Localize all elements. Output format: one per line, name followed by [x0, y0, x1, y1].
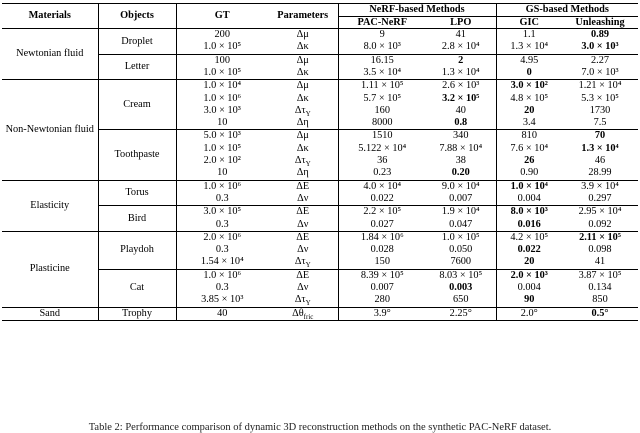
- value: 3.4: [522, 117, 536, 129]
- value: 1.0 × 10⁵: [203, 41, 242, 53]
- value: $\Delta\tau_Y$: [294, 256, 311, 270]
- value: 0.022: [370, 192, 394, 204]
- object-cell: Torus: [98, 180, 176, 206]
- material-cell: Sand: [2, 307, 98, 320]
- value: Δν: [297, 282, 309, 293]
- value: 1.3 × 10⁴: [510, 41, 549, 53]
- value: 1.1: [522, 29, 536, 41]
- value: 8.39 × 10⁵: [360, 269, 404, 281]
- value: Δν: [297, 192, 309, 204]
- material-cell: Elasticity: [2, 180, 98, 231]
- value: ΔE: [296, 269, 310, 281]
- value: 1.0 × 10⁵: [203, 142, 242, 154]
- header-nerf-group: NeRF-based Methods: [338, 4, 496, 17]
- table-row: [2, 80, 638, 130]
- unleashing-cell: [562, 80, 638, 130]
- value: 40: [217, 307, 228, 319]
- value: 1.0 × 10⁴: [203, 80, 242, 92]
- value: 200: [214, 29, 230, 41]
- value: 1.3 × 10⁴: [581, 142, 619, 154]
- value: Δμ: [296, 130, 309, 142]
- value: 7600: [450, 256, 472, 268]
- value: $\Delta\tau_Y$: [294, 294, 311, 308]
- value: 46: [594, 155, 606, 167]
- value: 38: [455, 155, 466, 167]
- value: Δμ: [296, 80, 309, 92]
- value: 0.092: [588, 218, 612, 230]
- object-cell: Bird: [98, 206, 176, 232]
- gic-cell: [496, 307, 562, 320]
- value: Δκ: [296, 66, 309, 78]
- parameter-cell: [268, 54, 338, 80]
- value: 3.5 × 10⁴: [363, 66, 402, 78]
- value: 16.15: [370, 54, 394, 66]
- value: ΔE: [296, 180, 310, 192]
- value: 0.90: [520, 167, 539, 179]
- value: 4.95: [520, 54, 539, 66]
- value: 2.0 × 10³: [510, 269, 548, 281]
- value: ΔE: [296, 206, 310, 218]
- value: Δκ: [296, 41, 309, 53]
- value: 0.3: [215, 192, 229, 204]
- value: 0.20: [451, 167, 470, 179]
- table-caption: Table 2: Performance comparison of dynamic 3D reconstruction methods on the synthetic PAC-NeRF dataset.: [88, 422, 552, 433]
- header-unleashing: Unleashing: [575, 16, 625, 28]
- header-gt: GT: [176, 4, 268, 29]
- value: 2.0°: [520, 307, 538, 319]
- value: 2.25°: [449, 307, 472, 319]
- value: Δη: [296, 117, 309, 129]
- value: 0.098: [588, 244, 612, 256]
- parameter-cell: [268, 80, 338, 130]
- gic-cell: [496, 130, 562, 180]
- lpo-cell: [426, 54, 496, 80]
- value: 7.88 × 10⁴: [439, 142, 483, 154]
- value: 3.0 × 10³: [203, 104, 241, 116]
- value: 0.5°: [591, 307, 609, 319]
- lpo-cell: [426, 269, 496, 307]
- value: 3.85 × 10³: [201, 294, 244, 306]
- value: 0.022: [517, 244, 541, 256]
- pac-nerf-cell: [338, 307, 426, 320]
- gt-cell: [176, 54, 268, 80]
- lpo-cell: [426, 231, 496, 269]
- value: 28.99: [588, 167, 612, 179]
- object-cell: Playdoh: [98, 231, 176, 269]
- gt-cell: [176, 231, 268, 269]
- header-materials: Materials: [28, 10, 71, 22]
- parameter-cell: [268, 269, 338, 307]
- value: 3.0 × 10³: [581, 41, 619, 53]
- value: 650: [453, 294, 469, 306]
- lpo-cell: [426, 29, 496, 55]
- table-row: [2, 307, 638, 320]
- value: Δκ: [296, 92, 309, 104]
- value: 1.21 × 10⁴: [578, 80, 622, 92]
- gic-cell: [496, 180, 562, 206]
- value: 40: [455, 104, 466, 116]
- parameter-cell: [268, 206, 338, 232]
- pac-nerf-cell: [338, 231, 426, 269]
- material-cell: Plasticine: [2, 231, 98, 307]
- object-cell: Toothpaste: [98, 130, 176, 180]
- table-row: [2, 130, 638, 180]
- object-cell: Cream: [98, 80, 176, 130]
- value: 90: [524, 294, 535, 306]
- value: 0.027: [370, 218, 394, 230]
- value: 4.2 × 10⁵: [510, 231, 549, 243]
- table-row: [2, 206, 638, 232]
- value: 10: [217, 167, 228, 179]
- gt-cell: [176, 29, 268, 55]
- gt-cell: [176, 206, 268, 232]
- table-row: [2, 231, 638, 269]
- value: 1730: [589, 104, 611, 116]
- value: 0.3: [215, 244, 229, 256]
- value: $\Delta\tau_Y$: [294, 155, 311, 169]
- value: 3.87 × 10⁵: [578, 269, 622, 281]
- gic-cell: [496, 80, 562, 130]
- value: 0.028: [370, 244, 394, 256]
- value: 1.0 × 10⁶: [203, 269, 242, 281]
- value: 3.0 × 10²: [510, 80, 548, 92]
- table-row: [2, 180, 638, 206]
- value: 0.007: [370, 282, 394, 293]
- unleashing-cell: [562, 130, 638, 180]
- value: 1510: [371, 130, 393, 142]
- pac-nerf-cell: [338, 206, 426, 232]
- value: ΔE: [296, 231, 310, 243]
- unleashing-cell: [562, 269, 638, 307]
- lpo-cell: [426, 206, 496, 232]
- material-cell: Non-Newtonian fluid: [2, 80, 98, 180]
- table-row: [2, 29, 638, 55]
- object-cell: Cat: [98, 269, 176, 307]
- table-body: [2, 29, 638, 321]
- parameter-cell: [268, 180, 338, 206]
- results-table: [2, 3, 638, 321]
- value: 150: [374, 256, 390, 268]
- value: 0.89: [590, 29, 610, 41]
- value: 10: [217, 117, 228, 129]
- value: 7.5: [593, 117, 607, 129]
- value: Δμ: [296, 29, 309, 41]
- parameter-cell: [268, 307, 338, 320]
- value: $\Delta\theta_{fric}$: [292, 307, 314, 321]
- value: 7.6 × 10⁴: [510, 142, 549, 154]
- unleashing-cell: [562, 206, 638, 232]
- value: 41: [594, 256, 606, 268]
- gic-cell: [496, 54, 562, 80]
- gt-cell: [176, 269, 268, 307]
- header-pac-nerf: PAC-NeRF: [338, 16, 426, 29]
- header-gic: GIC: [496, 16, 562, 29]
- value: 20: [524, 104, 535, 116]
- value: 2.27: [590, 54, 610, 66]
- unleashing-cell: [562, 180, 638, 206]
- value: 1.11 × 10⁵: [361, 80, 404, 92]
- value: 0.050: [449, 244, 473, 256]
- value: 1.9 × 10⁴: [441, 206, 480, 218]
- value: 1.84 × 10⁶: [360, 231, 404, 243]
- value: 1.0 × 10⁵: [203, 66, 242, 78]
- value: 2.11 × 10⁵: [579, 231, 621, 243]
- value: 0.3: [215, 218, 229, 230]
- value: 8.03 × 10⁵: [439, 269, 483, 281]
- value: 5.122 × 10⁴: [358, 142, 407, 154]
- value: 41: [455, 29, 466, 41]
- value: 850: [592, 294, 608, 306]
- pac-nerf-cell: [338, 130, 426, 180]
- gic-cell: [496, 29, 562, 55]
- value: 1.0 × 10⁶: [203, 180, 242, 192]
- value: 1.0 × 10⁶: [203, 92, 242, 104]
- pac-nerf-cell: [338, 54, 426, 80]
- header-parameters: Parameters: [277, 10, 329, 22]
- value: 1.54 × 10⁴: [200, 256, 244, 268]
- unleashing-cell: [562, 54, 638, 80]
- value: 5.0 × 10³: [203, 130, 241, 142]
- object-cell: Trophy: [98, 307, 176, 320]
- pac-nerf-cell: [338, 29, 426, 55]
- pac-nerf-cell: [338, 269, 426, 307]
- lpo-cell: [426, 307, 496, 320]
- value: 280: [374, 294, 390, 306]
- value: 2.8 × 10⁴: [441, 41, 480, 53]
- value: 0.3: [215, 282, 229, 293]
- value: 0.047: [449, 218, 473, 230]
- header-lpo: LPO: [450, 16, 472, 28]
- value: 0.134: [588, 282, 612, 293]
- gt-cell: [176, 80, 268, 130]
- header-gs-group: GS-based Methods: [496, 4, 638, 17]
- lpo-cell: [426, 130, 496, 180]
- value: 160: [374, 104, 390, 116]
- value: 3.2 × 10⁵: [442, 92, 480, 104]
- value: 810: [521, 130, 537, 142]
- value: 0.007: [449, 192, 473, 204]
- value: 7.0 × 10³: [581, 66, 619, 78]
- lpo-cell: [426, 80, 496, 130]
- pac-nerf-cell: [338, 180, 426, 206]
- table-row: [2, 269, 638, 307]
- unleashing-cell: [562, 29, 638, 55]
- value: 2.6 × 10³: [442, 80, 480, 92]
- value: 9.0 × 10⁴: [441, 180, 480, 192]
- value: 3.9 × 10⁴: [581, 180, 619, 192]
- value: Δν: [297, 218, 309, 230]
- value: 100: [214, 54, 230, 66]
- gt-cell: [176, 130, 268, 180]
- value: 1.0 × 10⁵: [441, 231, 480, 243]
- value: 3.0 × 10⁵: [203, 206, 242, 218]
- lpo-cell: [426, 180, 496, 206]
- value: 9: [379, 29, 385, 41]
- parameter-cell: [268, 130, 338, 180]
- gt-cell: [176, 307, 268, 320]
- value: 0.004: [517, 192, 541, 204]
- value: 20: [524, 256, 535, 268]
- table-row: [2, 54, 638, 80]
- gt-cell: [176, 180, 268, 206]
- value: 0.004: [517, 282, 541, 293]
- value: 3.9°: [373, 307, 391, 319]
- value: 0.003: [449, 282, 473, 293]
- parameter-cell: [268, 29, 338, 55]
- value: 0.23: [373, 167, 392, 179]
- value: 2.2 × 10⁵: [363, 206, 402, 218]
- gic-cell: [496, 206, 562, 232]
- header-objects: Objects: [98, 4, 176, 29]
- value: 26: [524, 155, 535, 167]
- value: 70: [594, 130, 606, 142]
- object-cell: Letter: [98, 54, 176, 80]
- value: 2: [458, 54, 464, 66]
- value: 5.7 × 10⁵: [363, 92, 402, 104]
- parameter-cell: [268, 231, 338, 269]
- value: 0.016: [517, 218, 541, 230]
- value: 340: [453, 130, 469, 142]
- value: 36: [377, 155, 388, 167]
- value: Δν: [297, 244, 309, 256]
- gic-cell: [496, 231, 562, 269]
- value: 2.0 × 10⁶: [203, 231, 242, 243]
- value: 8.0 × 10³: [363, 41, 401, 53]
- value: 2.0 × 10²: [203, 155, 241, 167]
- value: Δη: [296, 167, 309, 179]
- value: 5.3 × 10⁵: [581, 92, 619, 104]
- value: Δμ: [296, 54, 309, 66]
- value: 0: [526, 66, 532, 78]
- pac-nerf-cell: [338, 80, 426, 130]
- value: Δκ: [296, 142, 309, 154]
- value: 4.0 × 10⁴: [363, 180, 402, 192]
- value: 2.95 × 10⁴: [578, 206, 622, 218]
- value: 1.3 × 10⁴: [441, 66, 480, 78]
- value: 8.0 × 10³: [510, 206, 548, 218]
- object-cell: Droplet: [98, 29, 176, 55]
- value: 0.8: [454, 117, 468, 129]
- value: 1.0 × 10⁴: [510, 180, 548, 192]
- unleashing-cell: [562, 307, 638, 320]
- value: $\Delta\tau_Y$: [294, 104, 311, 118]
- value: 4.8 × 10⁵: [510, 92, 549, 104]
- gic-cell: [496, 269, 562, 307]
- unleashing-cell: [562, 231, 638, 269]
- value: 8000: [371, 117, 393, 129]
- value: 0.297: [588, 192, 612, 204]
- material-cell: Newtonian fluid: [2, 29, 98, 80]
